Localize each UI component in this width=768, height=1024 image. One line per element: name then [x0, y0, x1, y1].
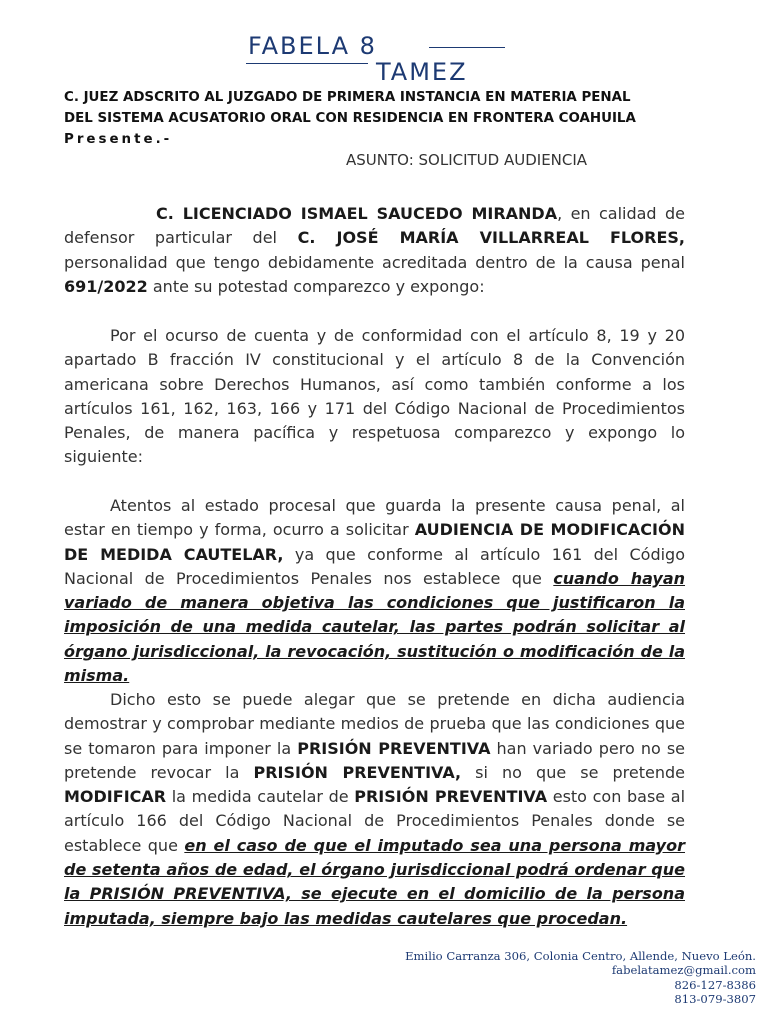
logo-rule-top	[429, 47, 505, 48]
addressee-block	[64, 87, 664, 150]
p4-text-i: esto con base al artículo 166 del Código Nacional de Procedimientos Penales donde se establece que	[64, 787, 686, 855]
p2-text: Por el ocurso de cuenta y de conformidad con el artículo 8, 19 y 20 apartado B fracción IV constitucional y el artículo 8 de la Convención americana sobre Derechos Humanos, así como también conforme a los artículos 161, 162, 163, 166 y 171 del Código Nacional de Procedimientos Penales, de manera pacífica y respetuosa comparezco y expongo lo siguiente:	[64, 326, 685, 467]
p3-text-c: ya que conforme al artículo 161 del Código Nacional de Procedimientos Penales nos establece que	[64, 544, 686, 588]
p4-bold-f: MODIFICAR	[64, 787, 167, 807]
client-name: C. JOSÉ MARÍA VILLARREAL FLORES,	[297, 228, 685, 248]
hearing-type: AUDIENCIA DE MODIFICACIÓN DE MEDIDA CAUTELAR,	[64, 520, 685, 564]
p4-text-e: si no que se pretende	[461, 762, 686, 782]
logo-rule-bottom	[246, 63, 368, 64]
footer-phone-2: 813-079-3807	[674, 991, 756, 1006]
p4-bold-h: PRISIÓN PREVENTIVA	[354, 787, 548, 807]
p1-text-f: ante su potestad comparezco y expongo:	[147, 276, 485, 296]
case-number: 691/2022	[64, 276, 148, 296]
footer-email[interactable]: fabelatamez@gmail.com	[611, 963, 756, 978]
p1-text-d: personalidad que tengo debidamente acreditada dentro de la causa penal	[64, 252, 685, 272]
p3-text-a: Atentos al estado procesal que guarda la presente causa penal, al estar en tiempo y forma, ocurro a solicitar	[64, 496, 685, 540]
p4-text-g: la medida cautelar de	[166, 787, 355, 807]
paragraph-request	[64, 494, 685, 688]
subject-line: ASUNTO: SOLICITUD AUDIENCIA	[346, 151, 588, 169]
p4-bold-d: PRISIÓN PREVENTIVA,	[253, 762, 462, 782]
logo-line-2: TAMEZ	[376, 58, 468, 86]
article-161-quote: cuando hayan variado de manera objetiva las condiciones que justificaron la imposición de una medida cautelar, las partes podrán solicitar al órgano jurisdiccional, la revocación, sustitución o modificación de la misma.	[64, 568, 686, 686]
addressee-line-2: DEL SISTEMA ACUSATORIO ORAL CON RESIDENCIA EN FRONTERA COAHUILA	[64, 111, 636, 126]
attorney-name: C. LICENCIADO ISMAEL SAUCEDO MIRANDA	[156, 204, 558, 223]
letterhead-footer	[405, 949, 756, 1006]
addressee-line-1: C. JUEZ ADSCRITO AL JUZGADO DE PRIMERA INSTANCIA EN MATERIA PENAL	[64, 90, 631, 105]
footer-address: Emilio Carranza 306, Colonia Centro, Allende, Nuevo León.	[405, 949, 756, 963]
paragraph-argument	[64, 688, 685, 931]
paragraph-intro	[64, 202, 685, 299]
p4-bold-b: PRISIÓN PREVENTIVA	[297, 738, 491, 758]
addressee-greeting: Presente.-	[64, 132, 173, 147]
article-166-quote: en el caso de que el imputado sea una persona mayor de setenta años de edad, el órgano jurisdiccional podrá ordenar que la PRISIÓN PREVENTIVA, se ejecute en el domicilio de la persona imputada, siempre bajo las medidas cautelares que procedan.	[64, 835, 685, 928]
p1-text-b: , en calidad de defensor particular del	[64, 204, 685, 248]
logo-line-1: FABELA 8	[248, 32, 377, 60]
firm-logo	[246, 30, 508, 86]
footer-phone-1: 826-127-8386	[674, 977, 756, 992]
p4-text-c: han variado pero no se pretende revocar la	[64, 738, 686, 782]
p4-text-a: Dicho esto se puede alegar que se pretende en dicha audiencia demostrar y comprobar mediante medios de prueba que las condiciones que se tomaron para imponer la	[64, 690, 685, 758]
paragraph-legal-basis	[64, 324, 685, 470]
